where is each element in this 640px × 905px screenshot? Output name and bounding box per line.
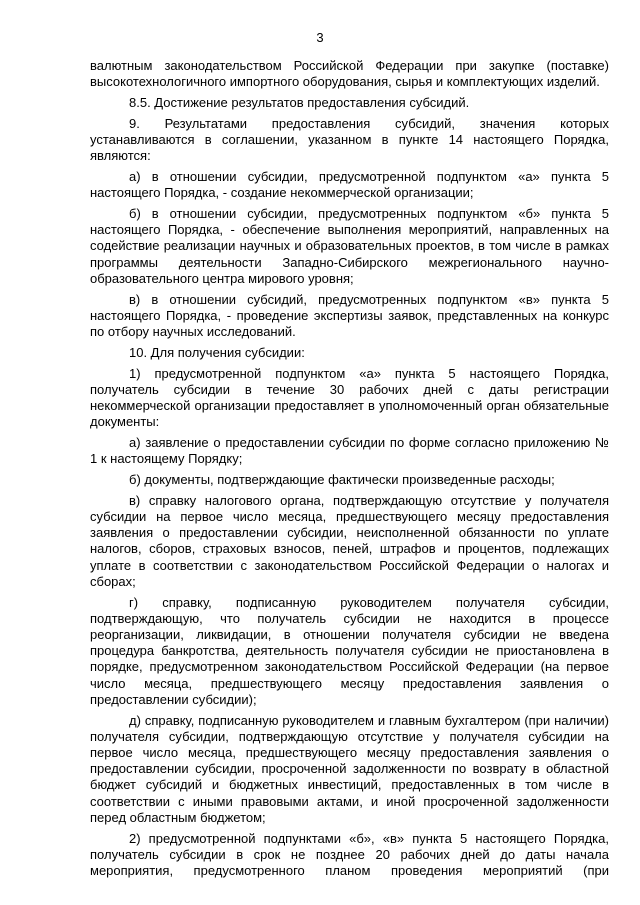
paragraph-10-2: 2) предусмотренной подпунктами «б», «в» пункта 5 настоящего Порядка, получатель субсидии в срок не позднее 20 рабочих дней до даты начала мероприятия, предусмотренного планом проведения мероприятий (при xyxy=(90,830,609,879)
paragraph-10-1-g: г) справку, подписанную руководителем получателя субсидии, подтверждающую, что получатель субсидии не находится в процессе реорганизации, ликвидации, в отношении получателя субсидии не введена процедура банкротства, деятельность получателя субсидии не приостановлена в порядке, предусмотренном законодательством Российской Федерации (на первое число месяца, предшествующего месяцу предоставления заявления о предоставлении субсидии); xyxy=(90,594,609,707)
document-body xyxy=(90,58,609,879)
paragraph-9-b: б) в отношении субсидии, предусмотренных подпунктом «б» пункта 5 настоящего Порядка, - обеспечение выполнения мероприятий, направленных на содействие реализации научных и образовательных проектов, в том числе в рамках программы деятельности Западно-Сибирского межрегионального научно-образовательного центра мирового уровня; xyxy=(90,206,609,286)
paragraph-10-1-v: в) справку налогового органа, подтверждающую отсутствие у получателя субсидии на первое число месяца, предшествующего месяцу предоставления заявления о предоставлении субсидии, неисполненной обязанности по уплате налогов, сборов, страховых взносов, пеней, штрафов и процентов, подлежащих уплате в соответствии с законодательством Российской Федерации о налогах и сборах; xyxy=(90,492,609,589)
paragraph-10: 10. Для получения субсидии: xyxy=(129,344,305,360)
paragraph-10-1: 1) предусмотренной подпунктом «а» пункта 5 настоящего Порядка, получатель субсидии в течение 30 рабочих дней с даты регистрации некоммерческой организации предоставляет в уполномоченный орган обязательные документы: xyxy=(90,365,609,430)
paragraph-10-1-b: б) документы, подтверждающие фактически произведенные расходы; xyxy=(129,472,555,488)
paragraph-10-1-a: а) заявление о предоставлении субсидии по форме согласно приложению № 1 к настоящему Порядку; xyxy=(90,435,609,467)
paragraph-8-5: 8.5. Достижение результатов предоставления субсидий. xyxy=(129,95,470,110)
paragraph-9-a: а) в отношении субсидии, предусмотренной подпунктом «а» пункта 5 настоящего Порядка, - создание некоммерческой организации; xyxy=(90,169,609,201)
paragraph-continuation: валютным законодательством Российской Федерации при закупке (поставке) высокотехнологичного импортного оборудования, сырья и комплектующих изделий. xyxy=(90,58,609,90)
paragraph-10-1-d: д) справку, подписанную руководителем и главным бухгалтером (при наличии) получателя субсидии, подтверждающую отсутствие у получателя субсидии на первое число месяца, предшествующего месяцу предоставления заявления о предоставлении субсидии, просроченной задолженности по возврату в областной бюджет субсидий и бюджетных инвестиций, предоставленных в том числе в соответствии с иными правовыми актами, и иной просроченной задолженности перед областным бюджетом; xyxy=(90,712,609,825)
page-number: 3 xyxy=(316,30,324,45)
paragraph-9-v: в) в отношении субсидий, предусмотренных подпунктом «в» пункта 5 настоящего Порядка, - проведение экспертизы заявок, представленных на конкурс по отбору научных исследований. xyxy=(90,291,609,340)
paragraph-9: 9. Результатами предоставления субсидий, значения которых устанавливаются в соглашении, указанном в пункте 14 настоящего Порядка, являются: xyxy=(90,115,609,164)
